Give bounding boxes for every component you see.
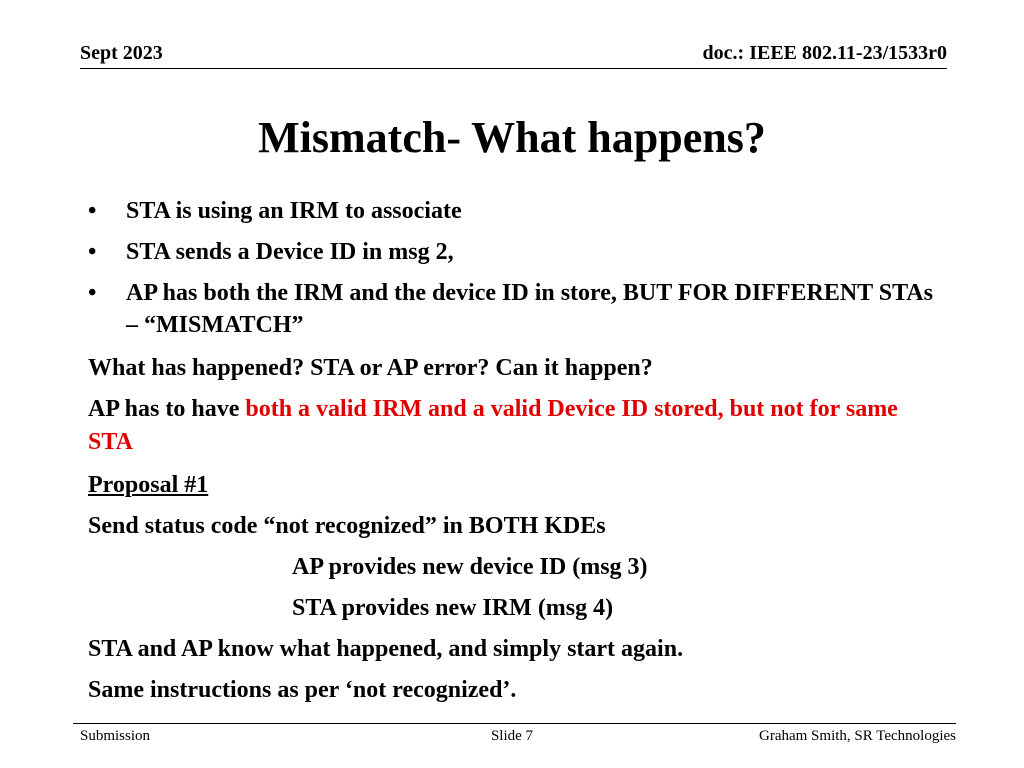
- indented-line-sta: STA provides new IRM (msg 4): [292, 595, 614, 621]
- bullet-item: [88, 277, 948, 341]
- header-divider: [80, 68, 947, 69]
- statement-highlight: both a valid IRM and a valid Device ID stored, but not for same STA: [88, 396, 898, 455]
- bullet-text: STA sends a Device ID in msg 2,: [126, 239, 454, 265]
- statement-prefix: AP has to have: [88, 396, 246, 422]
- bullet-icon: •: [88, 198, 97, 224]
- footer-submission: Submission: [80, 728, 151, 744]
- slide-title: Mismatch- What happens?: [258, 113, 766, 162]
- header-date: Sept 2023: [80, 42, 163, 64]
- proposal-line: Send status code “not recognized” in BOTH KDEs: [88, 513, 606, 539]
- question-line: What has happened? STA or AP error? Can it happen?: [88, 355, 653, 381]
- bullet-text: STA is using an IRM to associate: [126, 198, 462, 224]
- footer-slide-number: Slide 7: [490, 728, 534, 744]
- footer-divider: [73, 723, 956, 724]
- footer-author: Graham Smith, SR Technologies: [759, 728, 956, 744]
- bullet-item: [88, 195, 948, 227]
- bullet-item: [88, 236, 948, 268]
- instructions-line: Same instructions as per ‘not recognized’.: [88, 677, 517, 703]
- conclusion-line: STA and AP know what happened, and simply start again.: [88, 636, 684, 662]
- bullet-text: AP has both the IRM and the device ID in store, BUT FOR DIFFERENT STAs – “MISMATCH”: [126, 280, 933, 338]
- proposal-heading: Proposal #1: [88, 472, 209, 498]
- bullet-icon: •: [88, 280, 97, 306]
- header-doc-id: doc.: IEEE 802.11-23/1533r0: [702, 42, 947, 64]
- bullet-icon: •: [88, 239, 97, 265]
- statement-paragraph: [88, 393, 948, 459]
- bullet-list: [88, 195, 948, 350]
- indented-line-ap: AP provides new device ID (msg 3): [292, 554, 648, 580]
